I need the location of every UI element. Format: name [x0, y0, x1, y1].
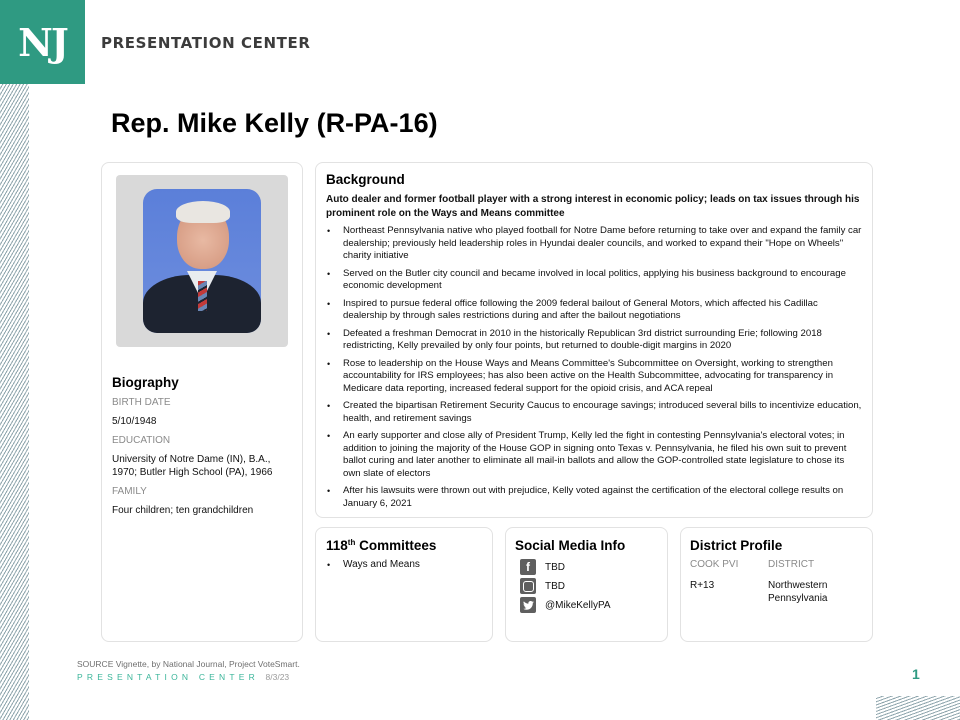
- page-title: Rep. Mike Kelly (R-PA-16): [111, 108, 438, 138]
- district-label: DISTRICT: [768, 559, 815, 570]
- footer-brand-text: PRESENTATION CENTER: [77, 672, 259, 682]
- page-number: 1: [912, 666, 920, 682]
- birth-date-value: 5/10/1948: [112, 416, 157, 427]
- logo-text: NJ: [18, 19, 67, 65]
- background-heading: Background: [326, 172, 405, 187]
- background-bullet: • Defeated a freshman Democrat in 2010 in the historically Republican 3rd district surrounding Erie; following 2018 redistricting, Kelly prevailed by only four points, but returned to double-digit margins in 2020: [326, 328, 862, 353]
- social-media-heading: Social Media Info: [515, 538, 626, 553]
- decorative-hatch-bottom: [876, 696, 960, 720]
- district-profile-heading: District Profile: [690, 538, 783, 553]
- family-label: FAMILY: [112, 486, 147, 497]
- district-value: Northwestern Pennsylvania: [768, 580, 828, 604]
- social-row-facebook: [515, 559, 658, 575]
- committees-heading-text: Committees: [355, 538, 437, 553]
- biography-heading: Biography: [112, 375, 179, 390]
- social-row-twitter: [515, 597, 658, 613]
- committees-heading-number: 118: [326, 538, 348, 553]
- twitter-handle: @MikeKellyPA: [545, 599, 611, 611]
- education-label: EDUCATION: [112, 435, 171, 446]
- facebook-icon: f: [520, 559, 536, 575]
- family-value: Four children; ten grandchildren: [112, 505, 254, 516]
- background-bullet: • Served on the Butler city council and became involved in local politics, applying his business background to encourage economic development: [326, 268, 862, 293]
- decorative-hatch-left: [0, 84, 29, 720]
- background-bullet: • After his lawsuits were thrown out with prejudice, Kelly voted against the certification of the electoral college results on January 6, 2021: [326, 485, 862, 510]
- footer-date: 8/3/23: [265, 672, 290, 682]
- nj-logo: [0, 0, 85, 84]
- committees-heading: [326, 538, 482, 553]
- social-row-instagram: [515, 578, 658, 594]
- cook-pvi-value: R+13: [690, 580, 715, 591]
- portrait-photo: [143, 189, 261, 333]
- photo-hair: [176, 201, 230, 223]
- committees-heading-ordinal: th: [347, 538, 356, 547]
- background-bullet: • Northeast Pennsylvania native who played football for Notre Dame before returning to take over and expand the family car dealership; previously held leadership roles in Hyundai dealer councils, and worked to expand their "Hope on Wheels" charity initiative: [326, 225, 862, 263]
- photo-frame: [116, 175, 288, 347]
- background-bullet: • Inspired to pursue federal office following the 2009 federal bailout of General Motors, which affected his Cadillac dealership by through sales restrictions during and after the bailout negotiations: [326, 298, 862, 323]
- birth-date-label: BIRTH DATE: [112, 397, 171, 408]
- biography-card: [101, 162, 303, 642]
- footer-brand: [77, 672, 289, 682]
- biography-section: [112, 375, 292, 517]
- source-note: SOURCE Vignette, by National Journal, Project VoteSmart.: [77, 659, 300, 669]
- twitter-icon: [520, 597, 536, 613]
- committee-item: • Ways and Means: [326, 559, 482, 572]
- instagram-handle: TBD: [545, 580, 565, 592]
- background-bullet: • An early supporter and close ally of President Trump, Kelly led the fight in contesting Pennsylvania's electoral votes; in addition to joining the majority of the House GOP in signing onto Texas v. Pennsylvania, he filed his own suit to prevent ballot curing and later another to eliminate all mail-in ballots and allow the GOP-controlled state legislature to chose its own slate of electors: [326, 430, 862, 480]
- background-bullets: [326, 225, 862, 510]
- brand-title: PRESENTATION CENTER: [101, 34, 311, 52]
- facebook-handle: TBD: [545, 561, 565, 573]
- district-grid: [690, 559, 863, 605]
- twitter-bird-glyph: [523, 601, 534, 610]
- background-bullet: • Created the bipartisan Retirement Security Caucus to encourage savings; introduced several bills to incentivize education, health, and retirement savings: [326, 400, 862, 425]
- background-card: [315, 162, 873, 518]
- background-bullet: • Rose to leadership on the House Ways and Means Committee's Subcommittee on Oversight, working to strengthen accountability for IRS employees; has also been active on the Health Subcommittee, advocating for transparency in Medicare data reporting, increased federal support for the opioid crisis, and ACA repeal: [326, 358, 862, 396]
- social-media-card: [505, 527, 668, 642]
- committees-card: [315, 527, 493, 642]
- education-value: University of Notre Dame (IN), B.A., 1970; Butler High School (PA), 1966: [112, 454, 273, 478]
- committees-list: [326, 559, 482, 572]
- instagram-icon: [520, 578, 536, 594]
- photo-tie: [198, 281, 207, 311]
- background-summary: Auto dealer and former football player with a strong interest in economic policy; leads on tax issues through his prominent role on the Ways and Means committee: [326, 194, 860, 219]
- district-profile-card: [680, 527, 873, 642]
- cook-pvi-label: COOK PVI: [690, 559, 739, 570]
